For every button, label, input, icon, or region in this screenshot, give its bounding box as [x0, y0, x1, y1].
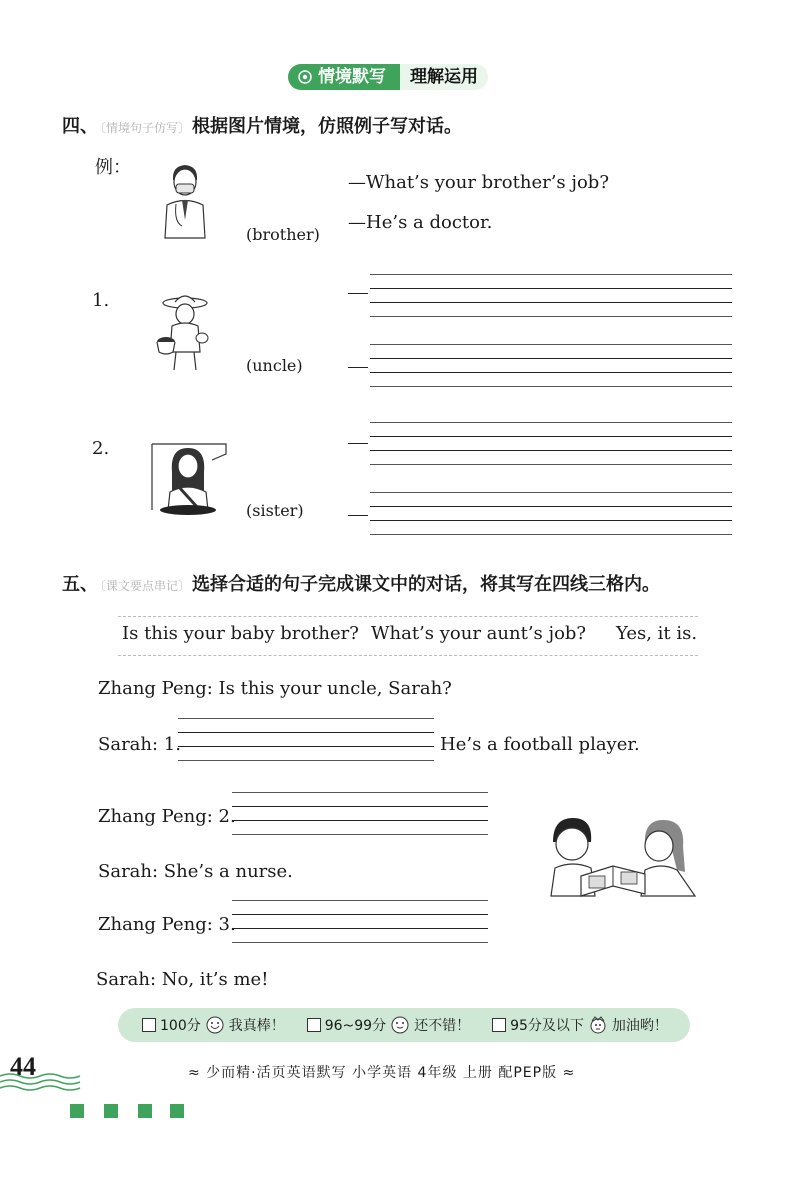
example-answer: —He’s a doctor.	[348, 212, 493, 233]
green-square-2	[104, 1104, 118, 1118]
writing-lines-2b	[370, 492, 732, 542]
q4-instruction: 根据图片情境，仿照例子写对话。	[192, 116, 463, 137]
example-word: (brother)	[246, 225, 320, 244]
q4-heading: 四、 〔情境句子仿写〕 根据图片情境，仿照例子写对话。	[62, 116, 463, 137]
q5-heading: 五、 〔课文要点串记〕 选择合适的句子完成课文中的对话，将其写在四线三格内。	[62, 574, 661, 595]
item-2-dash-a	[348, 443, 368, 444]
page-number: 44	[10, 1052, 36, 1081]
section-badge	[288, 64, 488, 90]
item-2-word: (sister)	[246, 501, 304, 520]
score-a-tail: 我真棒！	[228, 1018, 285, 1034]
dialogue-line-1: Zhang Peng: Is this your uncle, Sarah?	[98, 678, 452, 699]
score-b-label: 96~99分	[324, 1018, 387, 1034]
option-2: What’s your aunt’s job?	[371, 623, 587, 644]
writing-lines-2a	[370, 422, 732, 472]
example-label: 例：	[95, 157, 131, 178]
q5-tag: 课文要点串记	[106, 579, 179, 593]
footer-text: ≈ 少而精·活页英语默写 小学英语 4年级 上册 配PEP版 ≈	[188, 1065, 576, 1081]
writing-lines-a1	[178, 718, 434, 764]
score-a-label: 100分	[160, 1018, 201, 1034]
dialogue-line-4: Sarah: She’s a nurse.	[98, 861, 293, 882]
q4-tag: 情境句子仿写	[106, 121, 179, 135]
score-b-tail: 还不错！	[414, 1018, 471, 1034]
doctor-illustration	[160, 160, 210, 240]
checkbox-b[interactable]	[307, 1018, 321, 1032]
smile-face-icon	[390, 1015, 410, 1035]
writing-lines-1a	[370, 274, 732, 324]
green-square-4	[170, 1104, 184, 1118]
farmer-illustration	[150, 290, 220, 372]
writing-lines-a2	[232, 792, 488, 838]
dialogue-line-3-prefix: Zhang Peng: 2.	[98, 806, 236, 827]
dialogue-line-5-prefix: Zhang Peng: 3.	[98, 914, 236, 935]
q5-instruction: 选择合适的句子完成课文中的对话，将其写在四线三格内。	[192, 574, 661, 595]
badge-left-text: 情境默写	[318, 67, 386, 87]
score-bar	[118, 1008, 690, 1042]
score-c-tail: 加油哟！	[611, 1018, 668, 1034]
q4-number: 四、	[62, 116, 98, 137]
badge-left	[288, 64, 400, 90]
checkbox-c[interactable]	[492, 1018, 506, 1032]
score-item-a	[142, 1015, 285, 1035]
writing-lines-1b	[370, 344, 732, 394]
badge-right-text: 理解运用	[400, 64, 488, 90]
children-illustration	[545, 812, 705, 898]
grin-face-icon	[205, 1015, 225, 1035]
item-2-number: 2.	[92, 438, 110, 459]
wave-decoration	[0, 1072, 90, 1094]
item-2-dash-b	[348, 515, 368, 516]
option-1: Is this your baby brother?	[122, 623, 359, 644]
item-1-number: 1.	[92, 290, 110, 311]
flower-icon	[298, 70, 312, 84]
item-1-dash-b	[348, 367, 368, 368]
score-item-b	[307, 1015, 470, 1035]
green-square-1	[70, 1104, 84, 1118]
item-1-dash-a	[348, 293, 368, 294]
item-1-word: (uncle)	[246, 356, 303, 375]
cheer-face-icon	[588, 1015, 608, 1035]
checkbox-a[interactable]	[142, 1018, 156, 1032]
writing-lines-a3	[232, 900, 488, 946]
driver-illustration	[150, 440, 230, 516]
score-c-label: 95分及以下	[510, 1018, 584, 1034]
example-question: —What’s your brother’s job?	[348, 172, 609, 193]
dialogue-line-2-prefix: Sarah: 1.	[98, 734, 181, 755]
q5-number: 五、	[62, 574, 98, 595]
green-square-3	[138, 1104, 152, 1118]
score-item-c	[492, 1015, 668, 1035]
dialogue-line-6: Sarah: No, it’s me!	[96, 969, 269, 990]
option-3: Yes, it is.	[616, 623, 698, 644]
dialogue-line-2-suffix: He’s a football player.	[440, 734, 640, 755]
